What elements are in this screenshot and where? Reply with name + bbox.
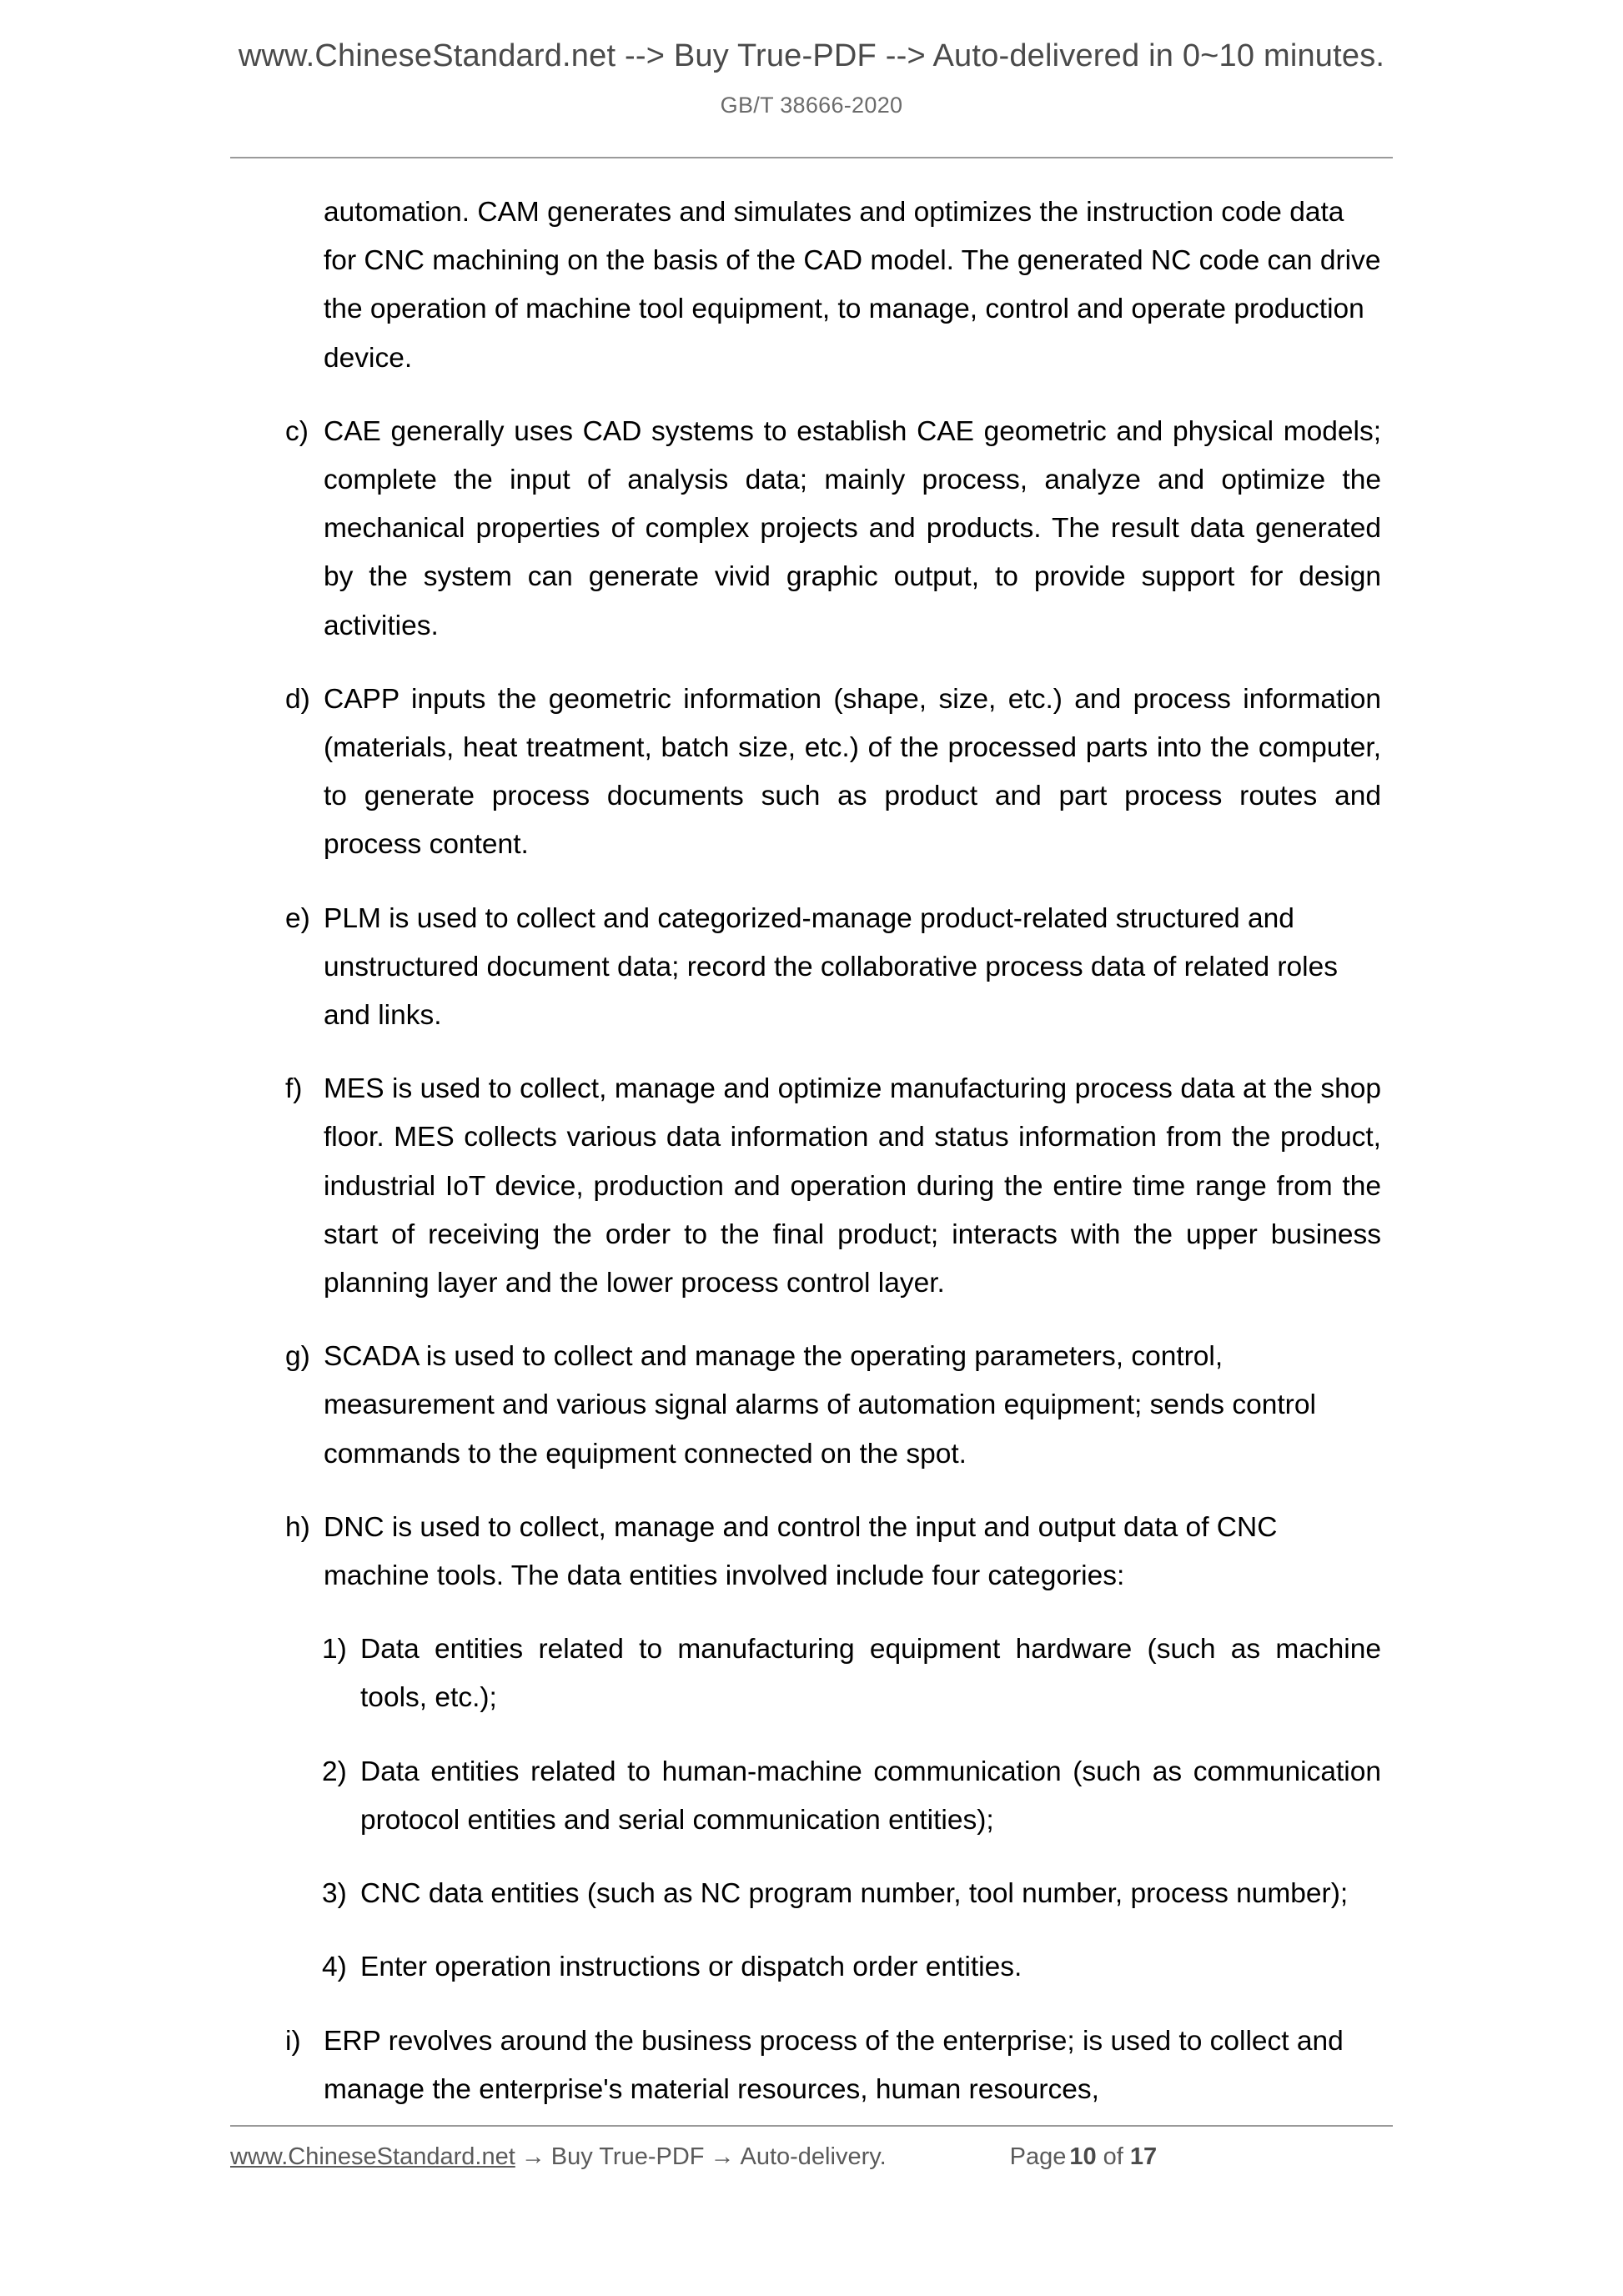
sub-list-item-3-text: CNC data entities (such as NC program number, tool number, process number); — [360, 1878, 1349, 1910]
page-of-label: of — [1103, 2143, 1123, 2170]
list-marker-c: c) — [285, 415, 309, 447]
list-item-h-text: DNC is used to collect, manage and control the input and output data of CNC machine tools. The data entities involved include four categories: — [324, 1511, 1278, 1592]
page-number: 10 — [1069, 2143, 1097, 2170]
list-item-c — [230, 408, 1393, 651]
sub-list-item-2-text: Data entities related to human-machine communication (such as communication protocol entities and serial communication entities); — [360, 1756, 1381, 1836]
list-marker-e: e) — [285, 902, 310, 934]
document-body — [230, 188, 1393, 2139]
promo-banner-text: www.ChineseStandard.net --> Buy True-PDF --> Auto-delivered in 0~10 minutes. — [238, 38, 1385, 73]
sub-list-item-4 — [230, 1943, 1393, 1992]
list-item-e — [230, 895, 1393, 1041]
footer-promo — [230, 2143, 887, 2171]
page-indicator — [1010, 2143, 1160, 2171]
continued-paragraph-text: automation. CAM generates and simulates and optimizes the instruction code data for CNC machining on the basis of the CAD model. The generated NC code can drive the operation of machine tool equipment, to manage, control and operate production device. — [324, 197, 1381, 374]
footer-divider — [230, 2125, 1393, 2127]
continued-paragraph — [230, 188, 1393, 383]
list-marker-i: i) — [285, 2025, 301, 2057]
arrow-right-icon-1: → — [520, 2143, 545, 2170]
page-label: Page — [1009, 2143, 1067, 2170]
standard-code-text: GB/T 38666-2020 — [720, 92, 903, 118]
arrow-right-icon-2: → — [710, 2143, 735, 2170]
sub-list-marker-4: 4) — [322, 1952, 347, 1983]
list-item-h — [230, 1504, 1393, 1600]
list-marker-f: f) — [285, 1073, 303, 1105]
list-item-d — [230, 676, 1393, 870]
sub-list-item-3 — [230, 1870, 1393, 1918]
page-total: 17 — [1129, 2143, 1158, 2170]
list-item-f-text: MES is used to collect, manage and optimize manufacturing process data at the shop floor. MES collects various data information and status information from the product, industrial IoT device, production and operation during the entire time range from the start of receiving the order to the final product; interacts with the upper business planning layer and the lower process control layer. — [324, 1073, 1381, 1299]
sub-list-marker-2: 2) — [322, 1756, 347, 1787]
page-footer — [230, 2143, 1393, 2171]
header-divider — [230, 157, 1393, 158]
list-item-d-text: CAPP inputs the geometric information (shape, size, etc.) and process information (materials, heat treatment, batch size, etc.) of the processed parts into the computer, to generate process documents such as product and part process routes and process content. — [324, 683, 1381, 861]
list-item-e-text: PLM is used to collect and categorized-manage product-related structured and unstructured document data; record the collaborative process data of related roles and links. — [324, 902, 1338, 1032]
sub-list-item-4-text: Enter operation instructions or dispatch order entities. — [360, 1952, 1023, 1983]
footer-delivery-text: Auto-delivery. — [740, 2143, 887, 2170]
sub-list-marker-3: 3) — [322, 1878, 347, 1910]
sub-list-item-1-text: Data entities related to manufacturing equipment hardware (such as machine tools, etc.); — [360, 1634, 1381, 1714]
footer-website-link[interactable]: www.ChineseStandard.net — [230, 2143, 515, 2170]
footer-buy-text: Buy True-PDF — [550, 2143, 705, 2170]
list-item-g-text: SCADA is used to collect and manage the operating parameters, control, measurement and various signal alarms of automation equipment; sends control commands to the equipment connected on the spot. — [324, 1341, 1316, 1470]
list-marker-h: h) — [285, 1511, 310, 1543]
list-item-f — [230, 1065, 1393, 1308]
page-header — [0, 0, 1623, 118]
list-item-i-text: ERP revolves around the business process of the enterprise; is used to collect and manage the enterprise's material resources, human resources, — [324, 2025, 1344, 2105]
list-item-i — [230, 2017, 1393, 2114]
sub-list-item-1 — [230, 1625, 1393, 1722]
sub-list-marker-1: 1) — [322, 1634, 347, 1665]
list-marker-g: g) — [285, 1341, 310, 1373]
list-item-c-text: CAE generally uses CAD systems to establish CAE geometric and physical models; complete the input of analysis data; mainly process, analyze and optimize the mechanical properties of complex projects and products. The result data generated by the system can generate vivid graphic output, to provide support for design activities. — [324, 415, 1381, 641]
sub-list-item-2 — [230, 1748, 1393, 1845]
list-item-g — [230, 1333, 1393, 1479]
list-marker-d: d) — [285, 683, 310, 715]
